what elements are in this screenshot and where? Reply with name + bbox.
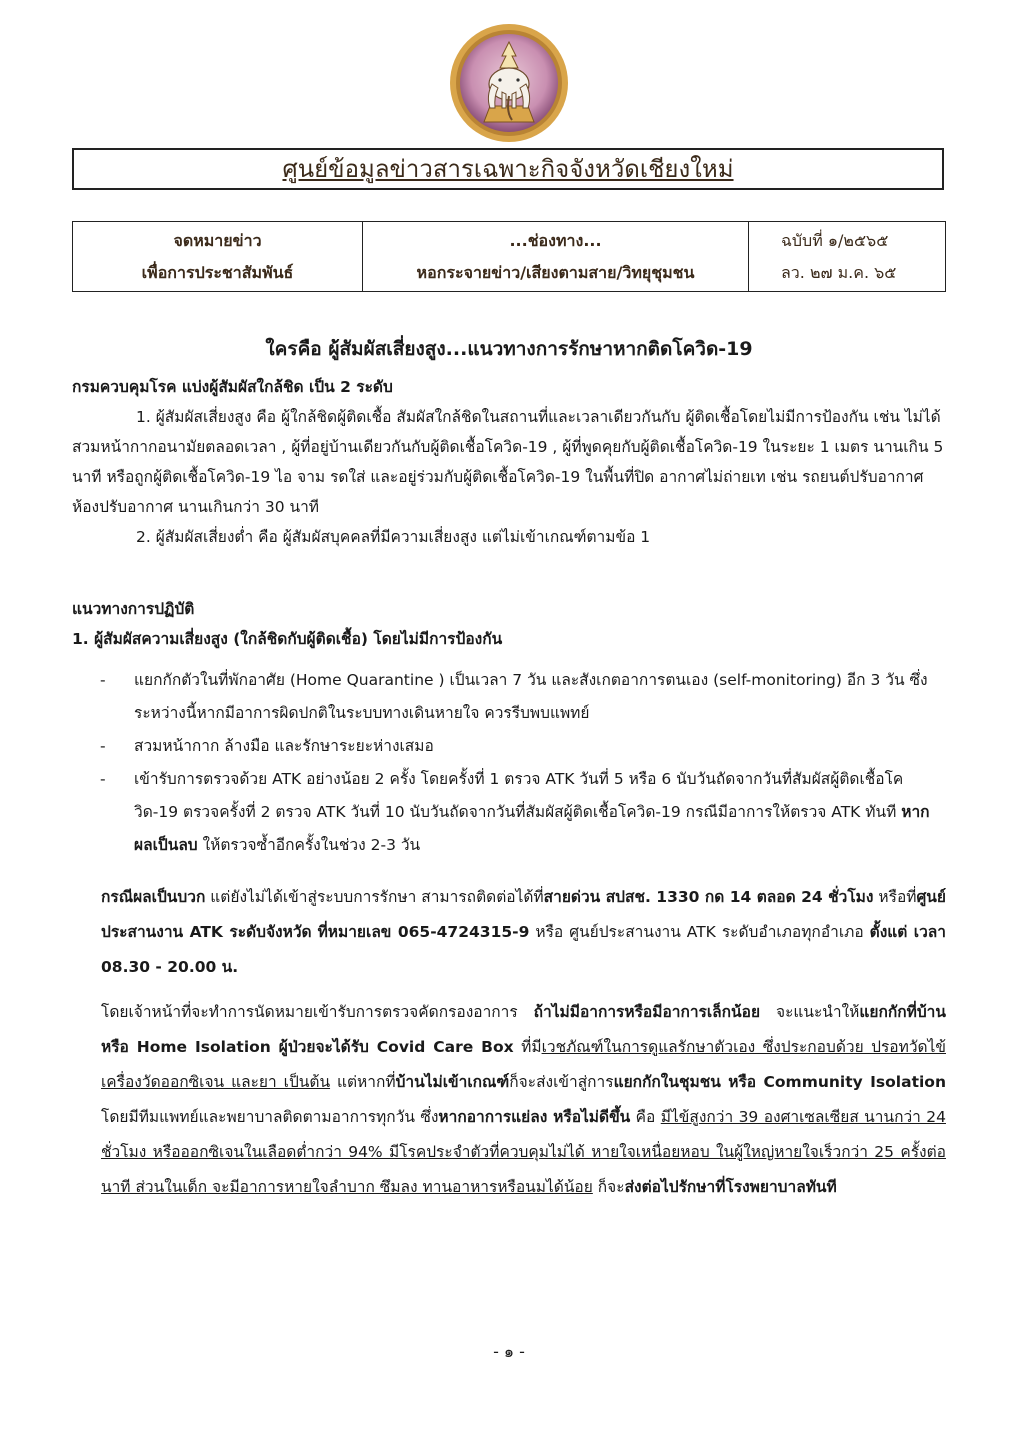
treatment-paragraph: โดยเจ้าหน้าที่จะทำการนัดหมายเข้ารับการตรวจคัดกรองอาการ ถ้าไม่มีอาการหรือมีอาการเล็กน้อย จะแนะนำให้แยกกักที่บ้าน หรือ Home Isolation ผู้ป่วยจะได้รับ Covid Care Box ที่มีเวชภัณฑ์ในการดูแลรักษาตัวเอง ซึ่งประกอบด้วย ปรอทวัดไข้ เครื่องวัดออกซิเจน และยา เป็นต้น แต่หากที่บ้านไม่เข้าเกณฑ์ก็จะส่งเข้าสู่การแยกกักในชุมชน หรือ Community Isolation โดยมีทีมแพทย์และพยาบาลติดตามอาการทุกวัน ซึ่งหากอาการแย่ลง หรือไม่ดีขึ้น คือ มีไข้สูงกว่า 39 องศาเซลเซียส นานกว่า 24 ชั่วโมง หรือออกซิเจนในเลือดต่ำกว่า 94% มีโรคประจำตัวที่ควบคุมไม่ได้ หายใจเหนื่อยหอบ ในผู้ใหญ่หายใจเร็วกว่า 25 ครั้งต่อนาที ส่วนในเด็ก จะมีอาการหายใจลำบาก ซึมลง ทานอาหารหรือนมได้น้อย ก็จะส่งต่อไปรักษาที่โรงพยาบาลทันที — [101, 1003, 946, 1196]
info-cell-type — [73, 222, 363, 291]
hospital-referral-text: ส่งต่อไปรักษาที่โรงพยาบาลทันที — [624, 1178, 837, 1196]
intro-level-2: 2. ผู้สัมผัสเสี่ยงต่ำ คือ ผู้สัมผัสบุคคลที่มีความเสี่ยงสูง แต่ไม่เข้าเกณฑ์ตามข้อ 1 — [136, 528, 651, 546]
guideline-item-3: เข้ารับการตรวจด้วย ATK อย่างน้อย 2 ครั้ง โดยครั้งที่ 1 ตรวจ ATK วันที่ 5 หรือ 6 นับวันถัดจากวันที่สัมผัสผู้ติดเชื้อโควิด-19 ตรวจครั้งที่ 2 ตรวจ ATK วันที่ 10 นับวันถัดจากวันที่สัมผัสผู้ติดเชื้อโควิด-19 กรณีมีอาการให้ตรวจ ATK ทันที หากผลเป็นลบ ให้ตรวจซ้ำอีกครั้งในช่วง 2-3 วัน — [134, 770, 930, 854]
guidelines-section — [72, 594, 946, 654]
list-item: - แยกกักตัวในที่พักอาศัย (Home Quarantine ) เป็นเวลา 7 วัน และสังเกตอาการตนเอง (self-monitoring) อีก 3 วัน ซึ่งระหว่างนี้หากมีอาการผิดปกติในระบบทางเดินหายใจ ควรรีบพบแพทย์ — [100, 664, 946, 730]
info-type-line2: เพื่อการประชาสัมพันธ์ — [141, 263, 294, 282]
guidelines-list — [100, 664, 946, 862]
guideline-item-2: สวมหน้ากาก ล้างมือ และรักษาระยะห่างเสมอ — [134, 737, 434, 755]
document-title-box — [72, 148, 944, 190]
guidelines-title: แนวทางการปฏิบัติ — [72, 600, 195, 618]
guidelines-subtitle: 1. ผู้สัมผัสความเสี่ยงสูง (ใกล้ชิดกับผู้ติดเชื้อ) โดยไม่มีการป้องกัน — [72, 630, 503, 648]
intro-level-1: 1. ผู้สัมผัสเสี่ยงสูง คือ ผู้ใกล้ชิดผู้ติดเชื้อ สัมผัสใกล้ชิดในสถานที่และเวลาเดียวกันกับ ผู้ติดเชื้อโดยไม่มีการป้องกัน เช่น ไม่ได้สวมหน้ากากอนามัยตลอดเวลา , ผู้ที่อยู่บ้านเดียวกันกับผู้ติดเชื้อโควิด-19 , ผู้ที่พูดคุยกับผู้ติดเชื้อโควิด-19 ในระยะ 1 เมตร นานเกิน 5 นาที หรือถูกผู้ติดเชื้อโควิด-19 ไอ จาม รดใส่ และอยู่ร่วมกับผู้ติดเชื้อโควิด-19 ในพื้นที่ปิด อากาศไม่ถ่ายเท เช่น รถยนต์ปรับอากาศ ห้องปรับอากาศ นานเกินกว่า 30 นาที — [72, 408, 944, 516]
hotline-text: สายด่วน สปสช. 1330 กด 14 ตลอด 24 ชั่วโมง — [543, 888, 874, 906]
info-issue-date: ลว. ๒๗ ม.ค. ๖๕ — [781, 263, 897, 282]
info-table — [72, 221, 946, 292]
main-heading: ใครคือ ผู้สัมผัสเสี่ยงสูง...แนวทางการรักษาหากติดโควิด-19 — [265, 338, 753, 360]
page-number: - ๑ - — [493, 1342, 525, 1361]
phone-number-text: ที่หมายเลข 065-4724315-9 — [317, 923, 530, 941]
negative-result-text: หากผลเป็นลบ — [134, 803, 930, 854]
info-channel-line1: ...ช่องทาง... — [509, 231, 602, 250]
provincial-seal-emblem — [448, 22, 570, 144]
care-box-contents: เวชภัณฑ์ในการดูแลรักษาตัวเอง ซึ่งประกอบด้วย ปรอทวัดไข้ เครื่องวัดออกซิเจน และยา เป็นต้น — [101, 1038, 946, 1091]
info-channel-line2: หอกระจายข่าว/เสียงตามสาย/วิทยุชุมชน — [416, 263, 695, 282]
positive-case-paragraph: กรณีผลเป็นบวก แต่ยังไม่ได้เข้าสู่ระบบการรักษา สามารถติดต่อได้ที่สายด่วน สปสช. 1330 กด 14 ตลอด 24 ชั่วโมง หรือที่ศูนย์ประสานงาน ATK ระดับจังหวัด ที่หมายเลข 065-4724315-9 หรือ ศูนย์ประสานงาน ATK ระดับอำเภอทุกอำเภอ ตั้งแต่ เวลา 08.30 - 20.00 น. — [101, 888, 946, 976]
worsening-symptoms: มีไข้สูงกว่า 39 องศาเซลเซียส นานกว่า 24 ชั่วโมง หรือออกซิเจนในเลือดต่ำกว่า 94% มีโรคประจำตัวที่ควบคุมไม่ได้ หายใจเหนื่อยหอบ ในผู้ใหญ่หายใจเร็วกว่า 25 ครั้งต่อนาที ส่วนในเด็ก จะมีอาการหายใจลำบาก ซึมลง ทานอาหารหรือนมได้น้อย — [101, 1108, 946, 1196]
intro-title: กรมควบคุมโรค แบ่งผู้สัมผัสใกล้ชิด เป็น 2 ระดับ — [72, 378, 393, 396]
hours-text: ตั้งแต่ เวลา 08.30 - 20.00 น. — [101, 923, 946, 976]
info-cell-channel — [363, 222, 749, 291]
list-item: - สวมหน้ากาก ล้างมือ และรักษาระยะห่างเสมอ — [100, 730, 946, 763]
info-type-line1: จดหมายข่าว — [173, 231, 262, 250]
list-item: - เข้ารับการตรวจด้วย ATK อย่างน้อย 2 ครั้ง โดยครั้งที่ 1 ตรวจ ATK วันที่ 5 หรือ 6 นับวันถัดจากวันที่สัมผัสผู้ติดเชื้อโควิด-19 ตรวจครั้งที่ 2 ตรวจ ATK วันที่ 10 นับวันถัดจากวันที่สัมผัสผู้ติดเชื้อโควิด-19 กรณีมีอาการให้ตรวจ ATK ทันที หากผลเป็นลบ ให้ตรวจซ้ำอีกครั้งในช่วง 2-3 วัน — [100, 763, 946, 862]
document-title: ศูนย์ข้อมูลข่าวสารเฉพาะกิจจังหวัดเชียงใหม่ — [282, 155, 734, 183]
info-issue-number: ฉบับที่ ๑/๒๕๖๕ — [781, 231, 889, 250]
intro-section — [72, 372, 946, 552]
guideline-item-1: แยกกักตัวในที่พักอาศัย (Home Quarantine ) เป็นเวลา 7 วัน และสังเกตอาการตนเอง (self-monitoring) อีก 3 วัน ซึ่งระหว่างนี้หากมีอาการผิดปกติในระบบทางเดินหายใจ ควรรีบพบแพทย์ — [134, 671, 928, 722]
info-cell-issue — [749, 222, 945, 291]
